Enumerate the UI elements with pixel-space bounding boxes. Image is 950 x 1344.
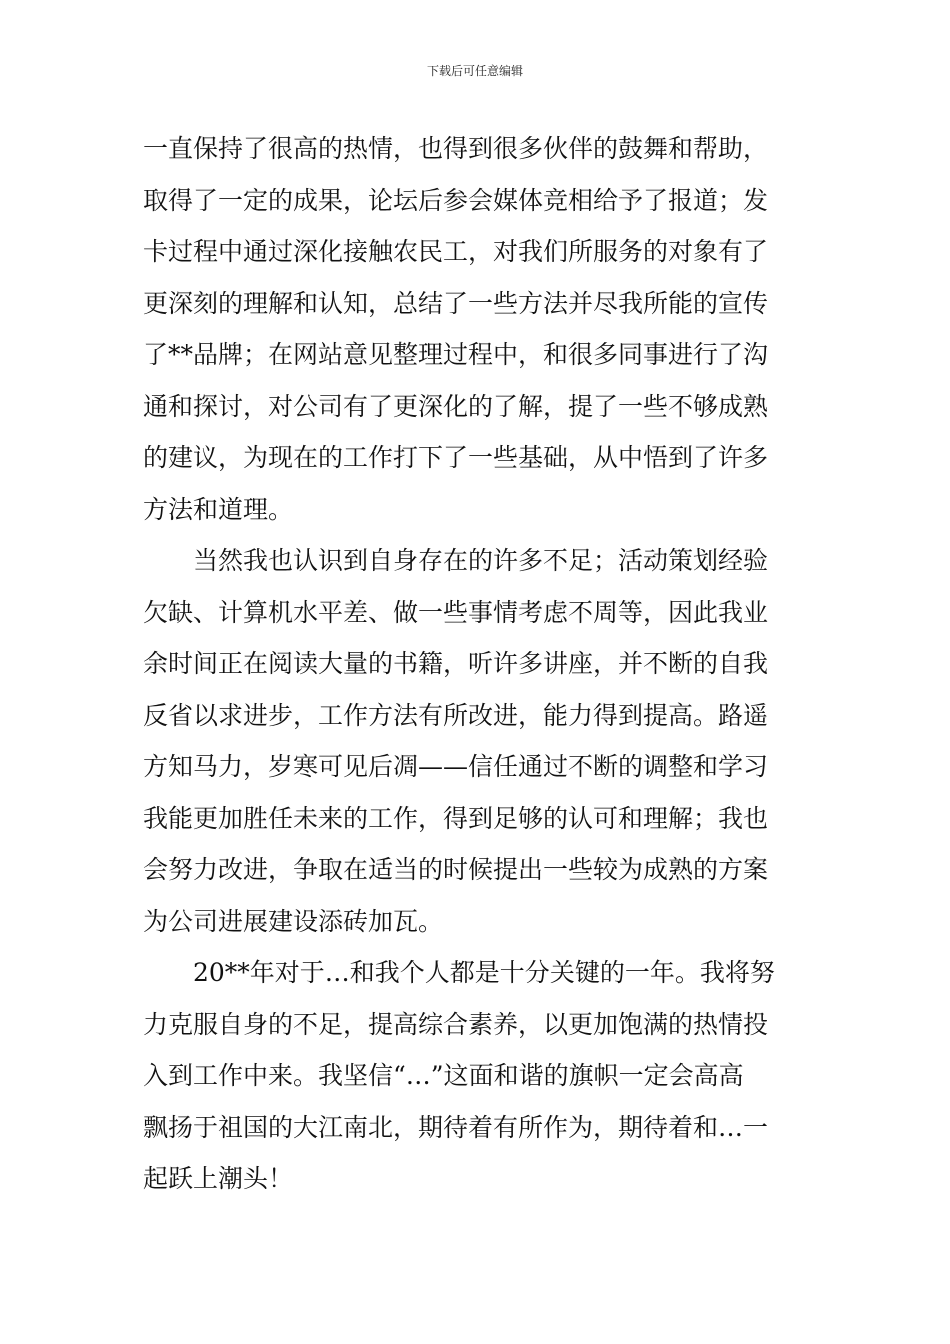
text-line: 方知马力，岁寒可见后凋——信任通过不断的调整和学习 xyxy=(143,752,769,781)
text-line: 欠缺、计算机水平差、做一些事情考虑不周等，因此我业 xyxy=(143,597,769,627)
text-line: 余时间正在阅读大量的书籍，听许多讲座，并不断的自我 xyxy=(143,649,769,678)
text-line: 起跃上潮头！ xyxy=(143,1164,294,1193)
text-line: 方法和道理。 xyxy=(143,494,294,524)
text-line: 飘扬于祖国的大江南北，期待着有所作为，期待着和…一 xyxy=(143,1112,769,1142)
text-line: 取得了一定的成果，论坛后参会媒体竞相给予了报道；发 xyxy=(143,185,769,215)
text-line: 为公司进展建设添砖加瓦。 xyxy=(143,906,444,936)
text-line: 了**品牌；在网站意见整理过程中，和很多同事进行了沟 xyxy=(143,340,769,369)
text-line: 力克服自身的不足，提高综合素养，以更加饱满的热情投 xyxy=(143,1009,769,1039)
text-line: 入到工作中来。我坚信“…”这面和谐的旗帜一定会高高 xyxy=(143,1061,744,1090)
page-header: 下载后可任意编辑 xyxy=(426,64,523,78)
text-line: 会努力改进，争取在适当的时候提出一些较为成熟的方案 xyxy=(143,855,769,884)
document-body xyxy=(143,123,808,1205)
text-line: 我能更加胜任未来的工作，得到足够的认可和理解；我也 xyxy=(143,803,769,833)
text-line: 反省以求进步，工作方法有所改进，能力得到提高。路遥 xyxy=(143,700,769,730)
text-line: 的建议，为现在的工作打下了一些基础，从中悟到了许多 xyxy=(143,443,769,472)
text-line: 通和探讨，对公司有了更深化的了解，提了一些不够成熟 xyxy=(143,391,769,421)
text-line: 一直保持了很高的热情，也得到很多伙伴的鼓舞和帮助， xyxy=(143,134,769,163)
text-line: 当然我也认识到自身存在的许多不足；活动策划经验 xyxy=(193,546,769,575)
text-line: 卡过程中通过深化接触农民工，对我们所服务的对象有了 xyxy=(143,237,769,266)
text-line: 更深刻的理解和认知，总结了一些方法并尽我所能的宣传 xyxy=(143,288,769,318)
text-line: 20**年对于…和我个人都是十分关键的一年。我将努 xyxy=(193,958,775,987)
